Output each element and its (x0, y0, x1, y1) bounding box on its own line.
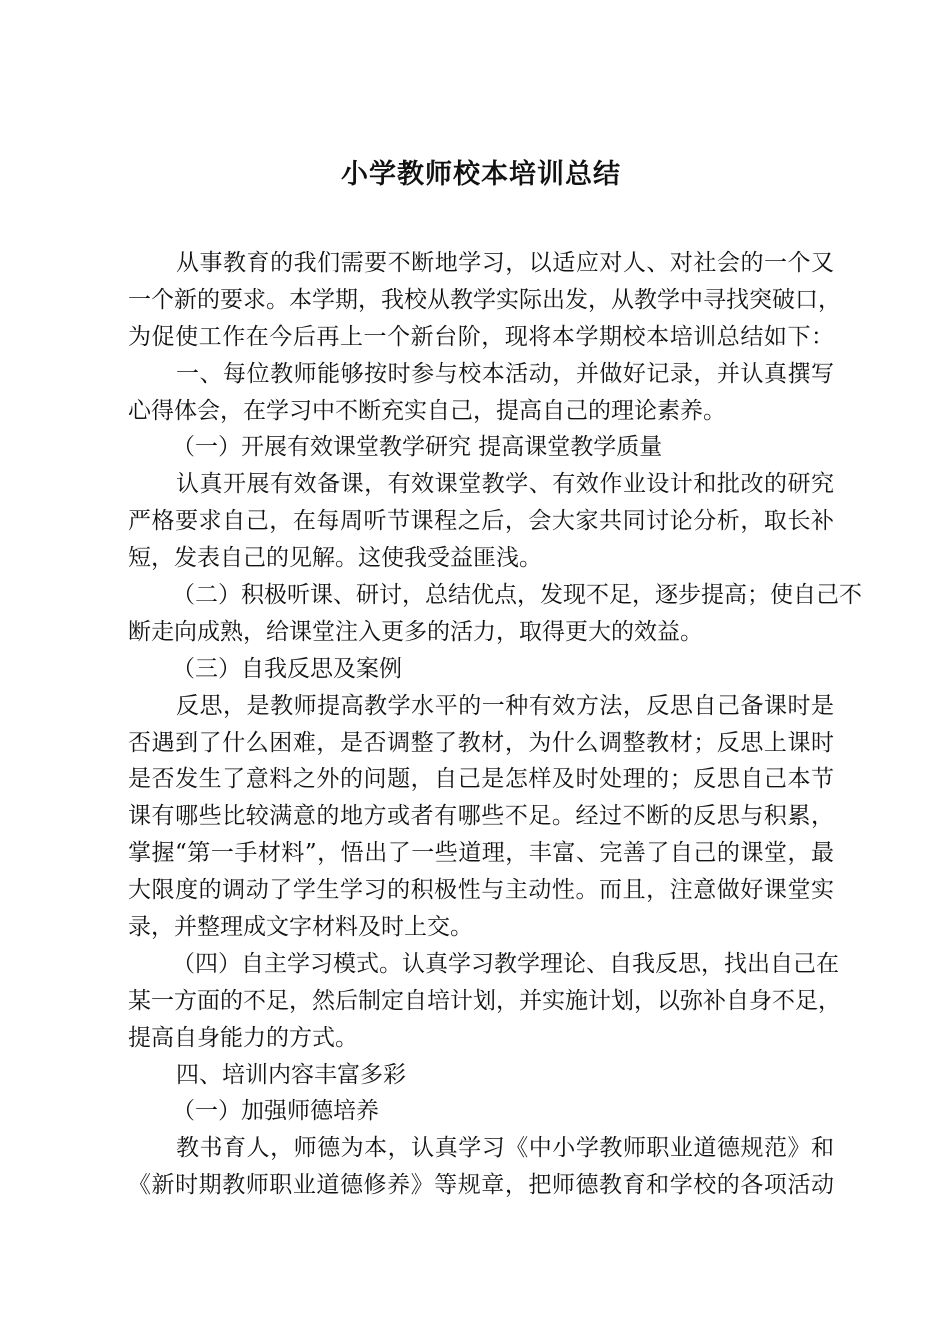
text-line: 是否发生了意料之外的问题，自己是怎样及时处理的；反思自己本节 (128, 766, 834, 793)
document-body (128, 245, 862, 1204)
text-line: （二）积极听课、研讨，总结优点，发现不足，逐步提高；使自己不 (172, 582, 862, 609)
text-line: （四）自主学习模式。认真学习教学理论、自我反思，找出自己在 (172, 950, 839, 977)
text-line: 为促使工作在今后再上一个新台阶，现将本学期校本培训总结如下： (128, 323, 834, 350)
text-line: 认真开展有效备课，有效课堂教学、有效作业设计和批改的研究 (176, 471, 834, 498)
text-line: 课有哪些比较满意的地方或者有哪些不足。经过不断的反思与积累， (128, 803, 834, 830)
text-line: 提高自身能力的方式。 (128, 1024, 358, 1051)
text-line: （三）自我反思及案例 (172, 655, 402, 682)
text-line: 教书育人，师德为本，认真学习《中小学教师职业道德规范》和 (176, 1135, 834, 1162)
text-line: 一、每位教师能够按时参与校本活动，并做好记录，并认真撰写 (176, 360, 834, 387)
text-line: 掌握“第一手材料”，悟出了一些道理，丰富、完善了自己的课堂，最 (128, 840, 834, 867)
document-title: 小学教师校本培训总结 (341, 159, 621, 190)
text-line: 短，发表自己的见解。这使我受益匪浅。 (128, 545, 542, 572)
text-line: 严格要求自己，在每周听节课程之后，会大家共同讨论分析，取长补 (128, 508, 834, 535)
text-line: 从事教育的我们需要不断地学习，以适应对人、对社会的一个又 (176, 250, 834, 276)
text-line: 录，并整理成文字材料及时上交。 (128, 914, 473, 941)
text-line: 一个新的要求。本学期，我校从教学实际出发，从教学中寻找突破口， (128, 286, 841, 313)
text-line: 某一方面的不足，然后制定自培计划，并实施计划，以弥补自身不足， (128, 987, 841, 1014)
text-line: 大限度的调动了学生学习的积极性与主动性。而且，注意做好课堂实 (128, 877, 834, 904)
text-line: （一）加强师德培养 (172, 1098, 379, 1125)
text-line: 四、培训内容丰富多彩 (176, 1061, 406, 1088)
text-line: （一）开展有效课堂教学研究 提高课堂教学质量 (172, 434, 663, 461)
text-line: 心得体会，在学习中不断充实自己，提高自己的理论素养。 (128, 397, 726, 424)
text-line: 反思，是教师提高教学水平的一种有效方法，反思自己备课时是 (176, 692, 834, 719)
text-line: 否遇到了什么困难，是否调整了教材，为什么调整教材；反思上课时 (128, 729, 834, 756)
text-line: 断走向成熟，给课堂注入更多的活力，取得更大的效益。 (128, 618, 703, 645)
text-line: 《新时期教师职业道德修养》等规章，把师德教育和学校的各项活动 (128, 1172, 834, 1199)
